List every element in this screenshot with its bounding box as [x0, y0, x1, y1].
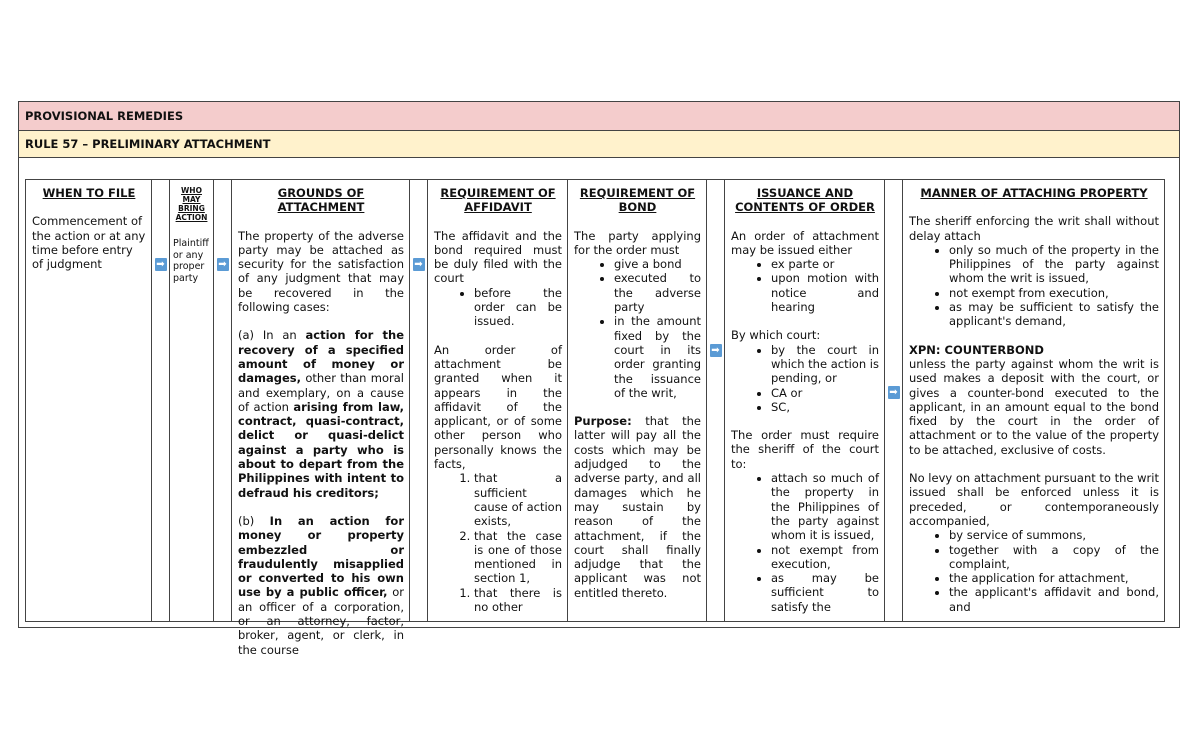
bond-bullets: • give a bond • executed to the adverse party • in the amount fixed by the court in its order granting the issuance of the writ, [574, 257, 701, 400]
issuance-court-question: By which court: [731, 328, 821, 343]
right-arrow-icon: ➡ [218, 259, 227, 270]
bond-intro: The party applying for the order must [574, 228, 701, 257]
col-when-to-file [26, 180, 152, 621]
col-header-bond: REQUIREMENT OF BOND [579, 186, 696, 215]
affidavit-intro: The affidavit and the bond required must be duly filed with the court [434, 228, 562, 286]
arrow-col-6 [885, 180, 903, 621]
affidavit-bullets: • before the order can be issued. [434, 286, 562, 329]
col-bond [568, 180, 707, 621]
issuance-bullets-3: • attach so much of the property in the Philippines of the party against whom it is issued, • not exempt from execution, • as may be sufficient to satisfy the [731, 471, 879, 614]
rule-title: RULE 57 – PRELIMINARY ATTACHMENT [19, 131, 1179, 158]
col-header-manner: MANNER OF ATTACHING PROPERTY [920, 186, 1148, 200]
affidavit-para: An order of attachment be granted when it appears in the affidavit of the applicant, or of some other person who personally knows the facts, [434, 342, 562, 472]
issuance-bullets-1: • ex parte or • upon motion with notice and hearing [731, 257, 879, 314]
bond-purpose: Purpose: that the latter will pay all the costs which may be adjudged to the adverse party, and all damages which he may sustain by reason of the attachment, if the court shall finally adjudge that the applicant was not entitled thereto. [574, 414, 701, 600]
col-header-grounds: GROUNDS OF ATTACHMENT [277, 186, 365, 215]
col-who-may-bring [170, 180, 214, 621]
section-title: PROVISIONAL REMEDIES [19, 102, 1179, 131]
xpn-text: unless the party against whom the writ is used makes a deposit with the court, or gives a counter-bond executed to the applicant, in an amount equal to the bond fixed by the court in the order of attachment or to the value of the property to be attached, exclusive of costs. [909, 356, 1159, 457]
col-grounds [232, 180, 410, 657]
affidavit-items: 1. that a sufficient cause of action exists, 2. that the case is one of those mentioned in section 1, 1. that there is no other [434, 471, 562, 614]
arrow-col-1 [152, 180, 170, 621]
manner-intro: The sheriff enforcing the writ shall without delay attach [909, 214, 1159, 243]
col-header-affidavit: REQUIREMENT OF AFFIDAVIT [440, 186, 556, 215]
arrow-col-5 [707, 180, 725, 621]
col-issuance [725, 180, 885, 621]
levy-text: No levy on attachment pursuant to the writ issued shall be enforced unless it is preceded, or contemporaneously accompanied, [909, 471, 1159, 528]
manner-bullets-2: • by service of summons, • together with a copy of the complaint, • the application for attachment, • the applicant's affidavit and bond, and [909, 528, 1159, 614]
ground-a: (a) In an action for the recovery of a specified amount of money or damages, other than moral and exemplary, on a cause of action arising from law, contract, quasi-contract, delict or quasi-delict against a party who is about to depart from the Philippines with intent to defraud his creditors; [238, 328, 404, 500]
col-header-when-to-file: WHEN TO FILE [42, 186, 136, 200]
col-affidavit [428, 180, 568, 621]
flow-table [25, 179, 1165, 657]
right-arrow-icon: ➡ [711, 345, 720, 356]
ground-b: (b) In an action for money or property embezzled or fraudulently misapplied or converted to his own use by a public officer, or an officer of a corporation, or an attorney, factor, broker, agent, or clerk, in the course [238, 513, 404, 657]
when-to-file-text: Commencement of the action or at any time before entry of judgment [32, 214, 146, 272]
right-arrow-icon: ➡ [414, 259, 423, 270]
xpn-heading: XPN: COUNTERBOND [909, 342, 1044, 357]
issuance-bullets-2: • by the court in which the action is pending, or • CA or • SC, [731, 343, 879, 414]
manner-bullets-1: • only so much of the property in the Philippines of the party against whom the writ is issued, • not exempt from execution, • as may be sufficient to satisfy the applicant's demand, [909, 243, 1159, 329]
grounds-intro: The property of the adverse party may be attached as security for the satisfaction of any judgment that may be recovered in the following cases: [238, 228, 404, 315]
col-header-issuance: ISSUANCE AND CONTENTS OF ORDER [735, 186, 875, 215]
right-arrow-icon: ➡ [156, 259, 165, 270]
provisional-remedies-table [18, 101, 1180, 657]
issuance-require: The order must require the sheriff of the court to: [731, 428, 879, 471]
who-may-bring-text: Plaintiff or any proper party [173, 238, 209, 284]
issuance-intro: An order of attachment may be issued either [731, 228, 879, 257]
arrow-col-2 [214, 180, 232, 621]
col-header-who-may-bring: WHO MAY BRING ACTION [175, 186, 208, 222]
col-manner [903, 180, 1164, 621]
right-arrow-icon: ➡ [889, 387, 898, 398]
arrow-col-3 [410, 180, 428, 621]
